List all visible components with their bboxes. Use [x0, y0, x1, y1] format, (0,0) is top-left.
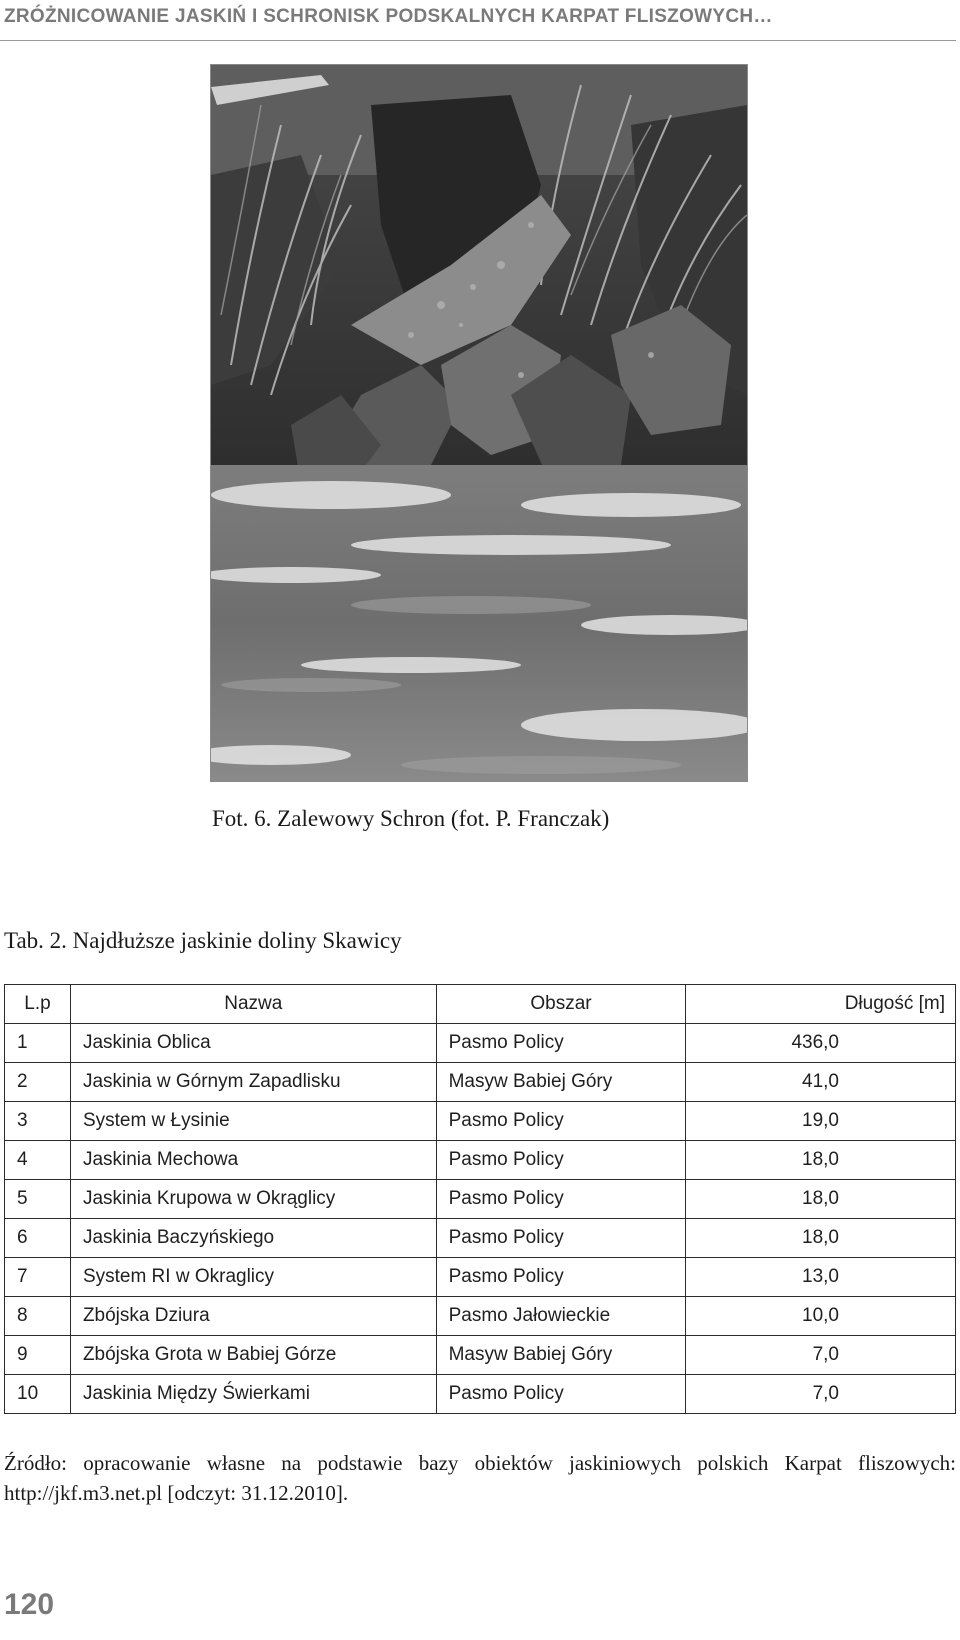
- column-header-nazwa: Nazwa: [70, 985, 436, 1024]
- cell-nazwa: Jaskinia Między Świerkami: [70, 1375, 436, 1414]
- photo-caption: Fot. 6. Zalewowy Schron (fot. P. Franczak): [212, 806, 610, 831]
- cell-lp: 2: [5, 1063, 71, 1102]
- cell-nazwa: Jaskinia Oblica: [70, 1024, 436, 1063]
- cell-lp: 5: [5, 1180, 71, 1219]
- column-header-obszar: Obszar: [436, 985, 686, 1024]
- cell-nazwa: Jaskinia w Górnym Zapadlisku: [70, 1063, 436, 1102]
- cell-obszar: Pasmo Policy: [436, 1258, 686, 1297]
- cell-obszar: Pasmo Policy: [436, 1375, 686, 1414]
- table-row: [5, 1063, 956, 1102]
- cell-obszar: Pasmo Jałowieckie: [436, 1297, 686, 1336]
- table-row: [5, 1024, 956, 1063]
- cell-lp: 9: [5, 1336, 71, 1375]
- cell-nazwa: Zbójska Dziura: [70, 1297, 436, 1336]
- cell-dlugosc: 41,0: [686, 1063, 956, 1102]
- cell-lp: 10: [5, 1375, 71, 1414]
- table-row: [5, 1141, 956, 1180]
- table-row: [5, 1102, 956, 1141]
- table-row: [5, 1336, 956, 1375]
- cell-dlugosc: 18,0: [686, 1141, 956, 1180]
- cell-lp: 6: [5, 1219, 71, 1258]
- page-number: 120: [4, 1588, 55, 1621]
- cell-nazwa: Jaskinia Baczyńskiego: [70, 1219, 436, 1258]
- cell-dlugosc: 19,0: [686, 1102, 956, 1141]
- cave-shelter-photo: [210, 64, 748, 782]
- header-divider: [0, 40, 956, 41]
- column-header-lp: L.p: [5, 985, 71, 1024]
- column-header-dlugosc: Długość [m]: [686, 985, 956, 1024]
- cell-dlugosc: 436,0: [686, 1024, 956, 1063]
- cell-dlugosc: 13,0: [686, 1258, 956, 1297]
- cell-lp: 8: [5, 1297, 71, 1336]
- cell-obszar: Masyw Babiej Góry: [436, 1063, 686, 1102]
- cell-nazwa: System w Łysinie: [70, 1102, 436, 1141]
- cell-nazwa: Jaskinia Mechowa: [70, 1141, 436, 1180]
- table-row: [5, 1219, 956, 1258]
- table-source-note: Źródło: opracowanie własne na podstawie bazy obiektów jaskiniowych polskich Karpat fliszowych: http://jkf.m3.net.pl [odczyt: 31.12.2010].: [4, 1451, 956, 1505]
- cell-obszar: Pasmo Policy: [436, 1219, 686, 1258]
- cell-obszar: Pasmo Policy: [436, 1180, 686, 1219]
- cell-lp: 3: [5, 1102, 71, 1141]
- cell-obszar: Pasmo Policy: [436, 1102, 686, 1141]
- cell-nazwa: System RI w Okraglicy: [70, 1258, 436, 1297]
- table-row: [5, 1258, 956, 1297]
- cell-obszar: Masyw Babiej Góry: [436, 1336, 686, 1375]
- cell-lp: 4: [5, 1141, 71, 1180]
- table-row: [5, 1297, 956, 1336]
- cell-nazwa: Zbójska Grota w Babiej Górze: [70, 1336, 436, 1375]
- cell-dlugosc: 7,0: [686, 1336, 956, 1375]
- table-row: [5, 1375, 956, 1414]
- running-header-title: ZRÓŻNICOWANIE JASKIŃ I SCHRONISK PODSKALNYCH KARPAT FLISZOWYCH…: [4, 6, 773, 27]
- cell-lp: 7: [5, 1258, 71, 1297]
- table-caption: Tab. 2. Najdłuższe jaskinie doliny Skawicy: [4, 928, 402, 953]
- longest-caves-table: [4, 984, 956, 1414]
- table-header-row: [5, 985, 956, 1024]
- cell-dlugosc: 18,0: [686, 1219, 956, 1258]
- table-row: [5, 1180, 956, 1219]
- cell-dlugosc: 7,0: [686, 1375, 956, 1414]
- cell-dlugosc: 18,0: [686, 1180, 956, 1219]
- cell-lp: 1: [5, 1024, 71, 1063]
- cell-obszar: Pasmo Policy: [436, 1141, 686, 1180]
- cell-dlugosc: 10,0: [686, 1297, 956, 1336]
- cell-nazwa: Jaskinia Krupowa w Okrąglicy: [70, 1180, 436, 1219]
- cell-obszar: Pasmo Policy: [436, 1024, 686, 1063]
